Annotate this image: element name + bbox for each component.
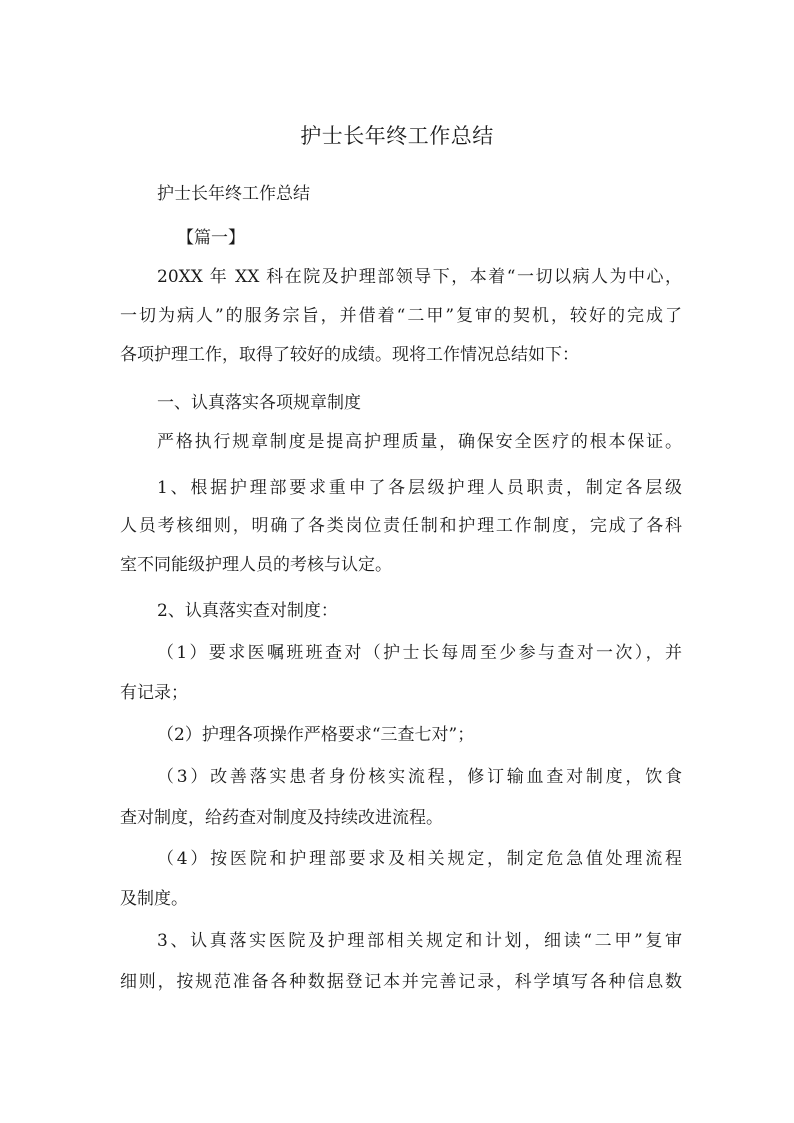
paragraph-line: （3）改善落实患者身份核实流程，修订输血查对制度，饮食: [157, 767, 682, 787]
paragraph-line: 有记录；: [120, 683, 188, 703]
paragraph-line: 人员考核细则，明确了各类岗位责任制和护理工作制度，完成了各科: [120, 516, 682, 536]
paragraph-line: 细则，按规范准备各种数据登记本并完善记录，科学填写各种信息数: [120, 972, 682, 992]
paragraph-line: 及制度。: [120, 889, 188, 909]
paragraph-line: 20XX 年 XX 科在院及护理部领导下，本着“一切以病人为中心，: [157, 267, 682, 287]
subtitle-line: 护士长年终工作总结: [157, 184, 310, 204]
heading-line: 一、认真落实各项规章制度: [157, 393, 361, 413]
paragraph-line: （4）按医院和护理部要求及相关规定，制定危急值处理流程: [157, 849, 682, 869]
paragraph-line: 严格执行规章制度是提高护理质量，确保安全医疗的根本保证。: [157, 432, 682, 452]
paragraph-line: 一切为病人”的服务宗旨，并借着“二甲”复审的契机，较好的完成了: [120, 306, 682, 326]
paragraph-line: （2）护理各项操作严格要求“三查七对”；: [157, 725, 475, 745]
paragraph-line: 1、根据护理部要求重申了各层级护理人员职责，制定各层级: [157, 478, 682, 498]
paragraph-line: 2、认真落实查对制度：: [157, 601, 338, 621]
paragraph-line: 各项护理工作，取得了较好的成绩。现将工作情况总结如下：: [120, 345, 579, 365]
paragraph-line: （1）要求医嘱班班查对（护士长每周至少参与查对一次），并: [157, 643, 682, 663]
paragraph-line: 3、认真落实医院及护理部相关规定和计划，细读“二甲”复审: [157, 931, 682, 951]
paragraph-line: 室不同能级护理人员的考核与认定。: [120, 555, 392, 575]
document-title: 护士长年终工作总结: [300, 124, 494, 148]
section-label: 【篇一】: [177, 228, 245, 248]
paragraph-line: 查对制度，给药查对制度及持续改进流程。: [120, 808, 443, 828]
